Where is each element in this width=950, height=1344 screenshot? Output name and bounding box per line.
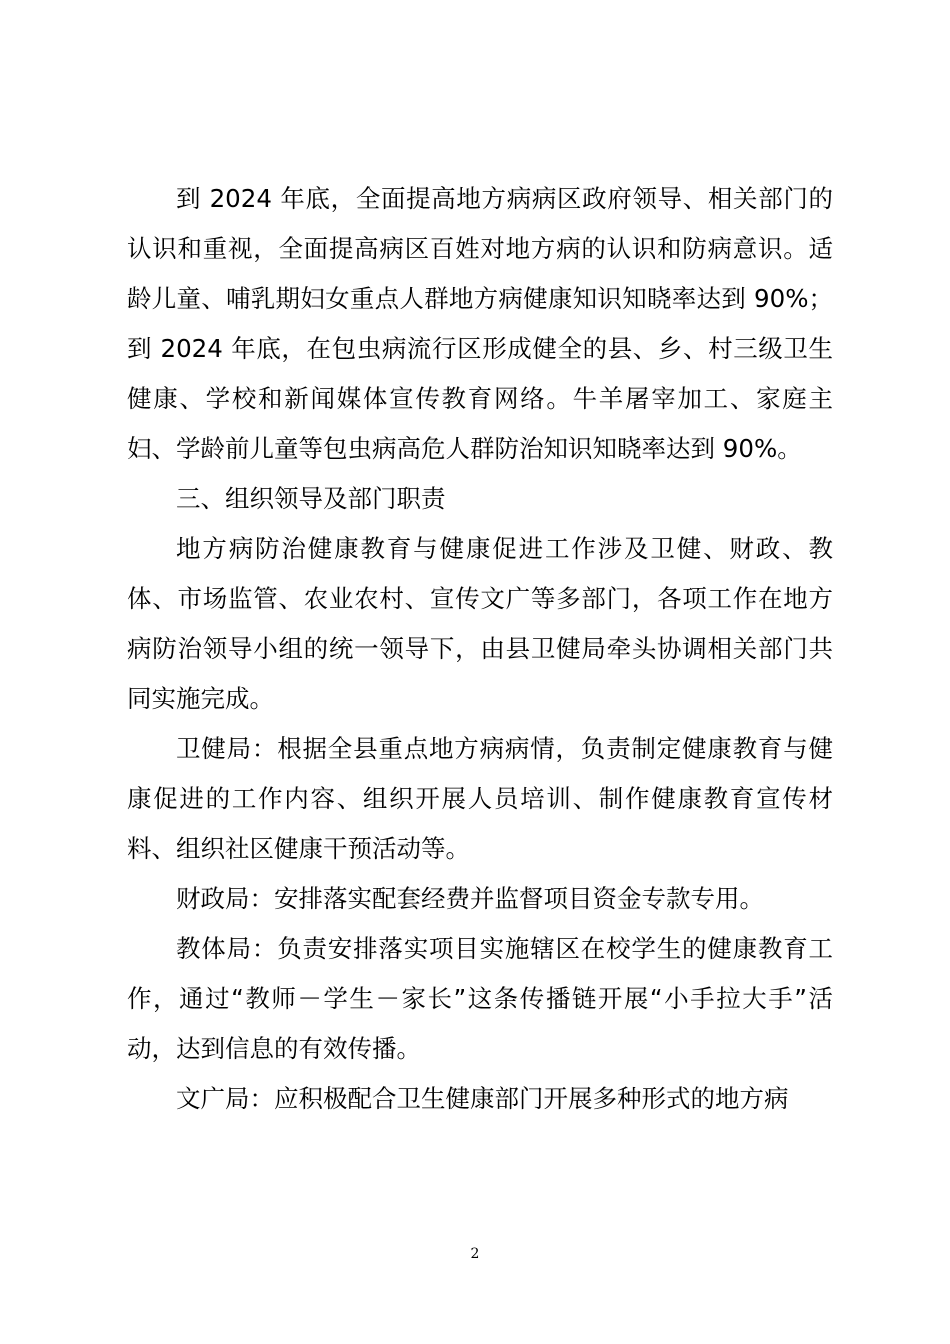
paragraph-culture-bureau: 文广局：应积极配合卫生健康部门开展多种形式的地方病 — [176, 1084, 789, 1113]
page-number: 2 — [470, 1246, 480, 1262]
paragraph-health-bureau: 卫健局：根据全县重点地方病病情，负责制定健康教育与健康促进的工作内容、组织开展人员培训、制作健康教育宣传材料、组织社区健康干预活动等。 — [127, 734, 833, 863]
paragraph-finance-bureau: 财政局：安排落实配套经费并监督项目资金专款专用。 — [176, 884, 764, 913]
section-heading-organization: 三、组织领导及部门职责 — [176, 484, 446, 513]
paragraph-goals: 到 2024 年底，全面提高地方病病区政府领导、相关部门的认识和重视，全面提高病区百姓对地方病的认识和防病意识。适龄儿童、哺乳期妇女重点人群地方病健康知识知晓率达到 90%；到 2024 年底，在包虫病流行区形成健全的县、乡、村三级卫生健康、学校和新闻媒体宣传教育网络。牛羊屠宰加工、家庭主妇、学龄前儿童等包虫病高危人群防治知识知晓率达到 90%。 — [127, 184, 833, 463]
document-body — [127, 174, 833, 1124]
paragraph-departments-overview: 地方病防治健康教育与健康促进工作涉及卫健、财政、教体、市场监管、农业农村、宣传文广等多部门，各项工作在地方病防治领导小组的统一领导下，由县卫健局牵头协调相关部门共同实施完成。 — [127, 534, 833, 713]
paragraph-education-bureau: 教体局：负责安排落实项目实施辖区在校学生的健康教育工作，通过“教师－学生－家长”这条传播链开展“小手拉大手”活动，达到信息的有效传播。 — [127, 934, 833, 1063]
